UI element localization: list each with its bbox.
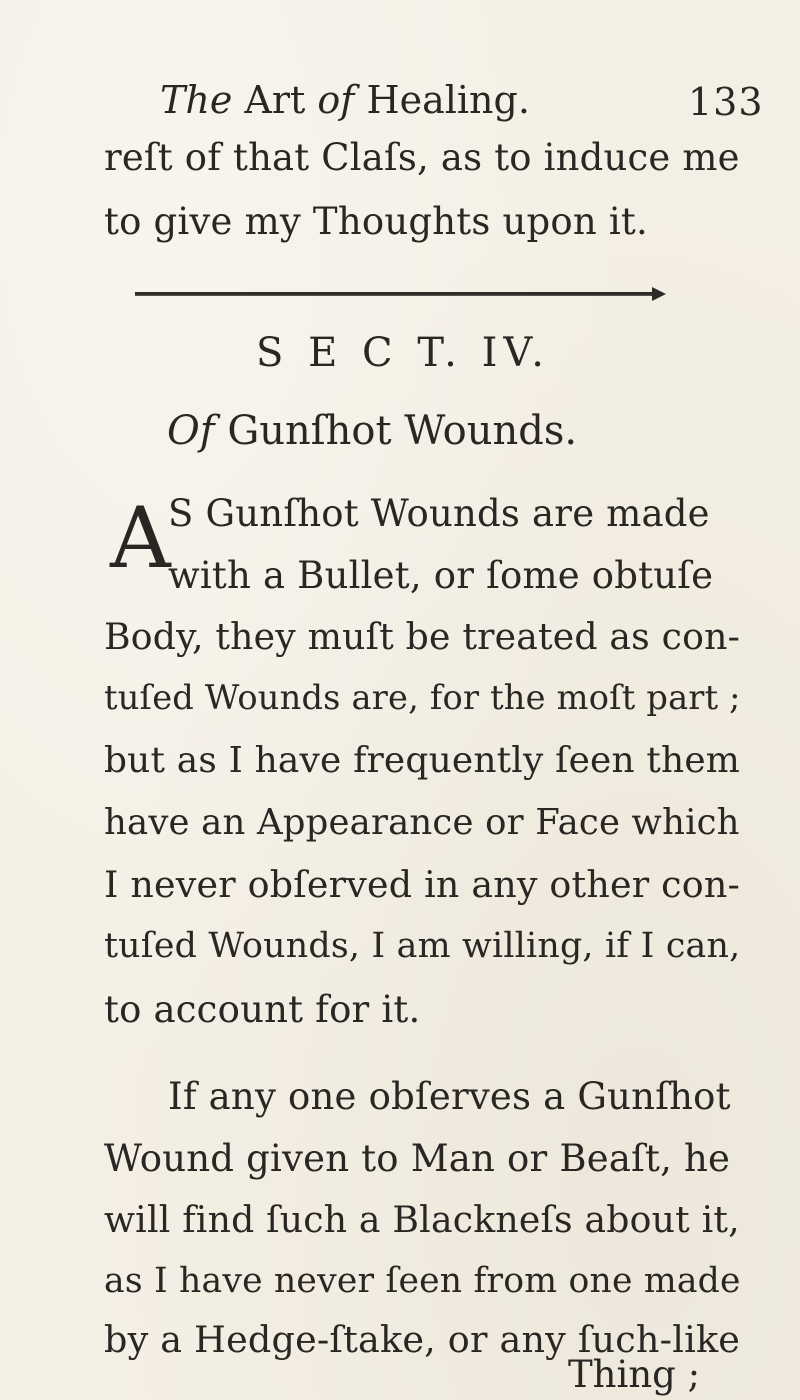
paragraph-1-line-5: but as I have frequently ſeen them xyxy=(104,740,741,781)
section-divider-rule xyxy=(135,292,655,296)
paragraph-1-line-3: Body, they muſt be treated as con- xyxy=(104,615,741,658)
paragraph-2-line-2: Wound given to Man or Beaſt, he xyxy=(104,1137,731,1180)
paragraph-1-line-7: I never obſerved in any other con- xyxy=(104,863,740,906)
paragraph-2-line-5: by a Hedge-ſtake, or any ſuch-like xyxy=(104,1318,741,1361)
paragraph-1-line-9: to account for it. xyxy=(104,988,421,1031)
drop-cap: A xyxy=(110,489,171,587)
catchword: Thing ; xyxy=(568,1353,701,1396)
paragraph-1-line-6: have an Appearance or Face which xyxy=(104,802,740,843)
section-heading: S E C T. IV. xyxy=(256,330,550,376)
section-divider-ornament xyxy=(652,287,666,301)
carry-over-line-2: to give my Thoughts upon it. xyxy=(104,200,648,243)
running-head-of: of xyxy=(317,78,355,122)
paragraph-1-line-2: with a Bullet, or ſome obtuſe xyxy=(168,554,714,597)
carry-over-line-1: reſt of that Claſs, as to induce me xyxy=(104,136,740,179)
section-title-of: Of xyxy=(167,408,215,454)
running-head-art: Art xyxy=(244,78,306,122)
running-head xyxy=(160,78,530,122)
paragraph-1-line-1: S Gunſhot Wounds are made xyxy=(168,492,710,535)
running-head-healing: Healing. xyxy=(366,78,530,122)
section-title-rest: Gunſhot Wounds. xyxy=(227,408,578,454)
section-title xyxy=(167,408,577,454)
paragraph-2-line-3: will find ſuch a Blackneſs about it, xyxy=(104,1198,740,1241)
running-head-the: The xyxy=(160,78,233,122)
paragraph-1-line-8: tuſed Wounds, I am willing, if I can, xyxy=(104,926,741,966)
page-number: 133 xyxy=(688,80,764,124)
paragraph-1-line-4: tuſed Wounds are, for the moſt part ; xyxy=(104,678,741,717)
paragraph-2-line-4: as I have never ſeen from one made xyxy=(104,1261,741,1301)
paragraph-2-line-1: If any one obſerves a Gunſhot xyxy=(168,1075,731,1118)
